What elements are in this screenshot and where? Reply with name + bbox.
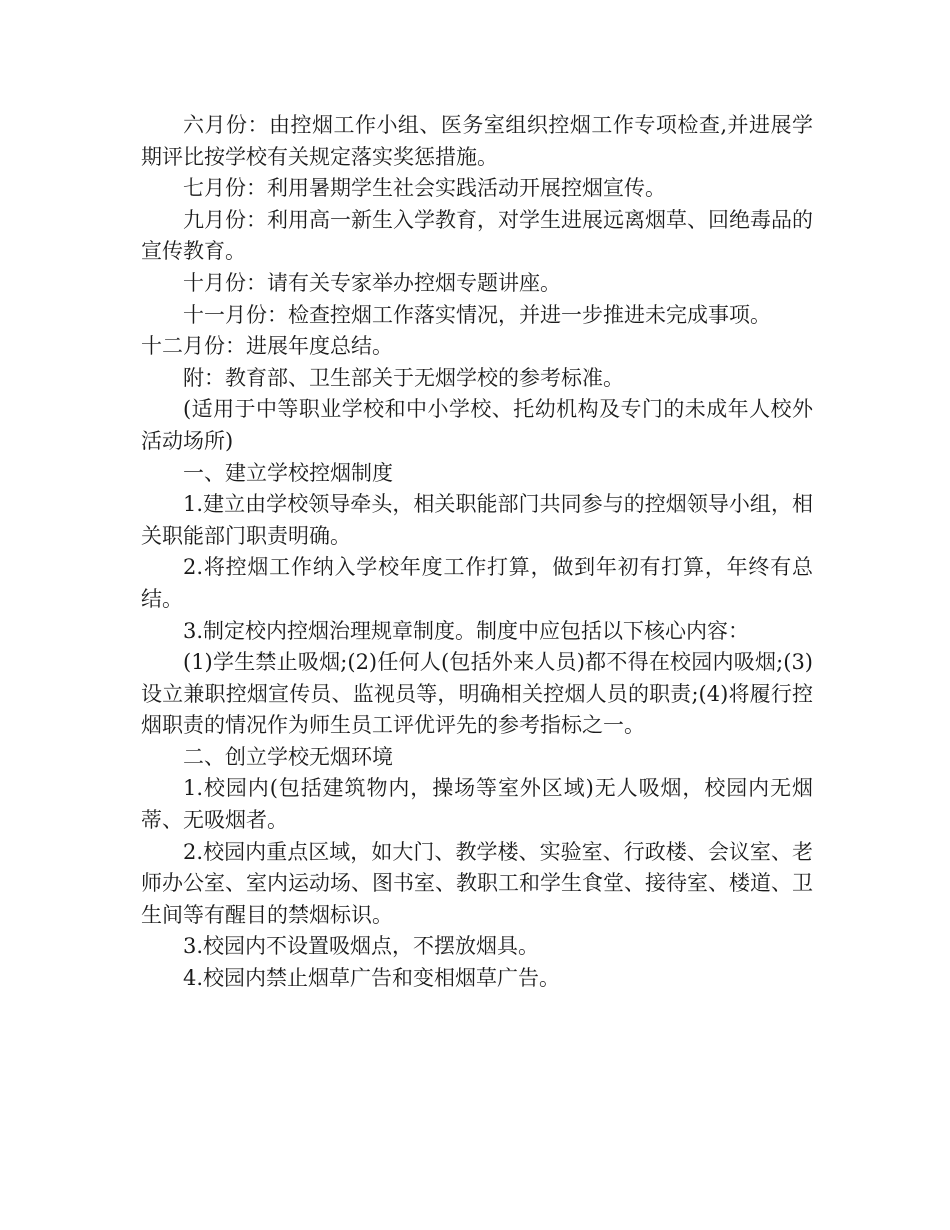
paragraph-appendix-title: 附：教育部、卫生部关于无烟学校的参考标准。 xyxy=(183,365,624,390)
list-item-2-4: 4.校园内禁止烟草广告和变相烟草广告。 xyxy=(183,966,561,991)
list-item-1-1: 1.建立由学校领导牵头，相关职能部门共同参与的控烟领导小组，相关职能部门职责明确。 xyxy=(141,492,813,548)
paragraph-july: 七月份：利用暑期学生社会实践活动开展控烟宣传。 xyxy=(183,176,666,201)
list-item-1-3: 3.制定校内控烟治理规章制度。制度中应包括以下核心内容： xyxy=(183,618,750,643)
section-heading-2: 二、创立学校无烟环境 xyxy=(183,744,393,769)
list-item-2-2: 2.校园内重点区域，如大门、教学楼、实验室、行政楼、会议室、老师办公室、室内运动场、图书室、教职工和学生食堂、接待室、楼道、卫生间等有醒目的禁烟标识。 xyxy=(141,839,813,927)
list-item-1-3-details: (1)学生禁止吸烟;(2)任何人(包括外来人员)都不得在校园内吸烟;(3)设立兼职控烟宣传员、监视员等，明确相关控烟人员的职责;(4)将履行控烟职责的情况作为师生员工评优评先的参考指标之一。 xyxy=(141,650,813,738)
list-item-1-2: 2.将控烟工作纳入学校年度工作打算，做到年初有打算，年终有总结。 xyxy=(141,555,813,611)
list-item-2-1: 1.校园内(包括建筑物内，操场等室外区域)无人吸烟，校园内无烟蒂、无吸烟者。 xyxy=(141,776,813,833)
section-heading-1: 一、建立学校控烟制度 xyxy=(183,460,393,485)
paragraph-october: 十月份：请有关专家举办控烟专题讲座。 xyxy=(183,270,561,295)
paragraph-december: 十二月份：进展年度总结。 xyxy=(141,334,393,359)
list-item-2-3: 3.校园内不设置吸烟点，不摆放烟具。 xyxy=(183,934,540,959)
paragraph-june: 六月份：由控烟工作小组、医务室组织控烟工作专项检查,并进展学期评比按学校有关规定落实奖惩措施。 xyxy=(141,113,813,169)
paragraph-appendix-scope: (适用于中等职业学校和中小学校、托幼机构及专门的未成年人校外活动场所) xyxy=(141,397,813,453)
paragraph-november: 十一月份：检查控烟工作落实情况，并进一步推进未完成事项。 xyxy=(183,302,771,327)
document-page xyxy=(141,110,813,995)
paragraph-september: 九月份：利用高一新生入学教育，对学生进展远离烟草、回绝毒品的宣传教育。 xyxy=(141,207,813,264)
